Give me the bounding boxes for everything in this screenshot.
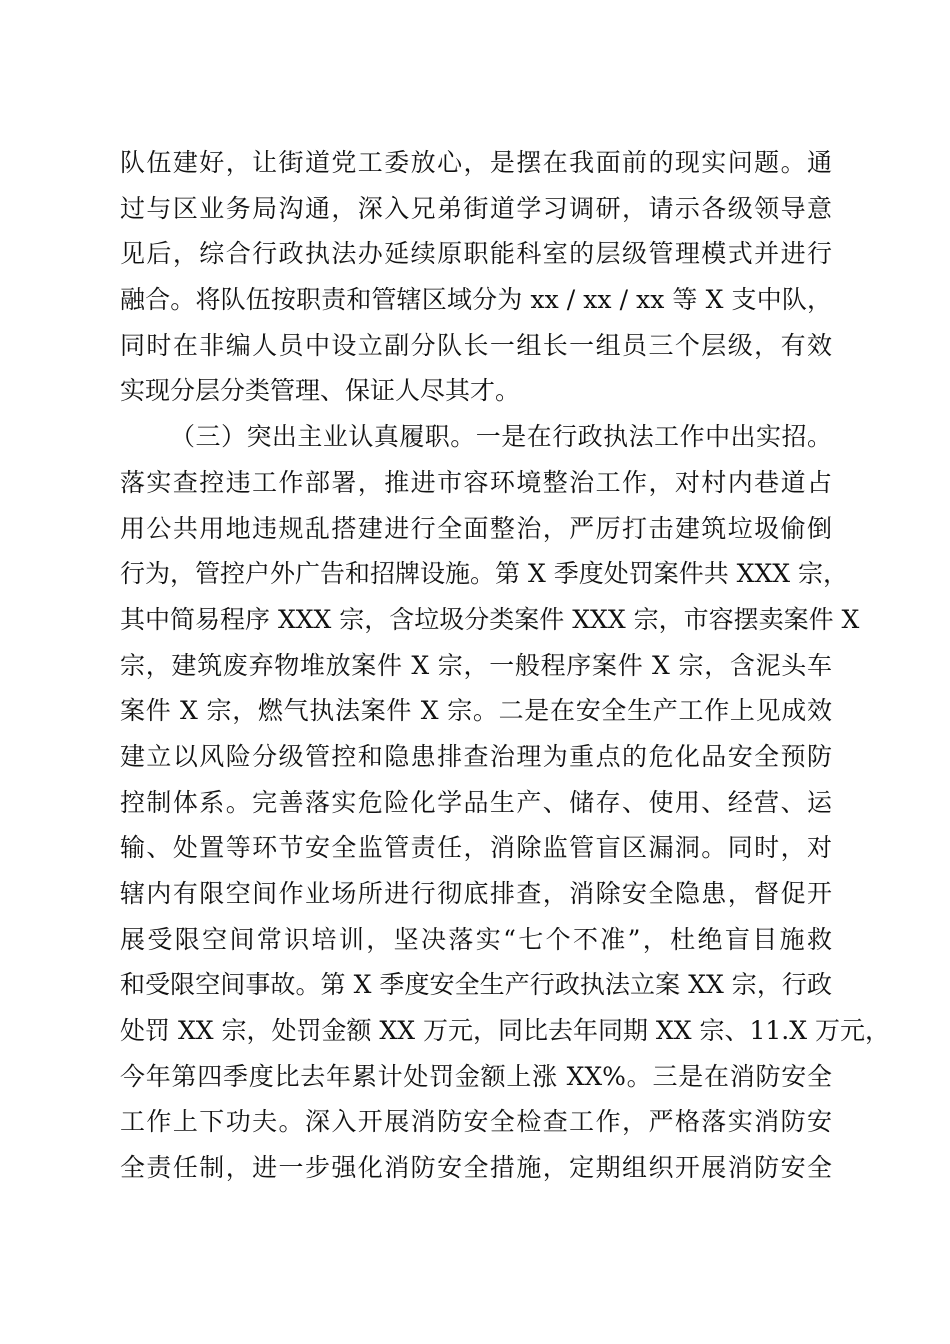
text-line: 实现分层分类管理、保证人尽其才。 <box>120 376 521 406</box>
text-line: 过与区业务局沟通，深入兄弟街道学习调研，请示各级领导意 <box>120 193 832 223</box>
text-line: 处罚 XX 宗，处罚金额 XX 万元，同比去年同期 XX 宗、11.X 万元， <box>120 1016 890 1046</box>
text-line: 融合。将队伍按职责和管辖区域分为 xx / xx / xx 等 X 支中队， <box>120 285 832 315</box>
text-line: 行为，管控户外广告和招牌设施。第 X 季度处罚案件共 XXX 宗， <box>120 559 848 589</box>
text-line: 其中简易程序 XXX 宗，含垃圾分类案件 XXX 宗，市容摆卖案件 X <box>120 604 860 634</box>
text-line: 展受限空间常识培训，坚决落实“七个不准”，杜绝盲目施救 <box>120 924 832 954</box>
text-line: 辖内有限空间作业场所进行彻底排查，消除安全隐患，督促开 <box>120 879 832 908</box>
text-line: 工作上下功夫。深入开展消防安全检查工作，严格落实消防安 <box>120 1107 832 1137</box>
text-line: 今年第四季度比去年累计处罚金额上涨 XX%。三是在消防安全 <box>120 1061 832 1091</box>
text-line: 案件 X 宗，燃气执法案件 X 宗。二是在安全生产工作上见成效 <box>120 696 832 726</box>
text-line: 全责任制，进一步强化消防安全措施，定期组织开展消防安全 <box>120 1153 832 1183</box>
text-line: 落实查控违工作部署，推进市容环境整治工作，对村内巷道占 <box>120 467 832 497</box>
text-line: 和受限空间事故。第 X 季度安全生产行政执法立案 XX 宗，行政 <box>120 970 832 1000</box>
text-line: 用公共用地违规乱搭建进行全面整治，严厉打击建筑垃圾偷倒 <box>120 513 832 543</box>
section-heading-line: （三）突出主业认真履职。一是在行政执法工作中出实招。 <box>170 422 832 452</box>
text-line: 同时在非编人员中设立副分队长一组长一组员三个层级，有效 <box>120 330 832 360</box>
text-line: 队伍建好，让街道党工委放心，是摆在我面前的现实问题。通 <box>120 148 832 177</box>
text-line: 建立以风险分级管控和隐患排查治理为重点的危化品安全预防 <box>120 741 832 771</box>
body-text <box>120 140 890 1191</box>
text-line: 宗，建筑废弃物堆放案件 X 宗，一般程序案件 X 宗，含泥头车 <box>120 650 832 680</box>
text-line: 输、处置等环节安全监管责任，消除监管盲区漏洞。同时，对 <box>120 833 832 863</box>
text-line: 控制体系。完善落实危险化学品生产、储存、使用、经营、运 <box>120 787 832 817</box>
text-line: 见后，综合行政执法办延续原职能科室的层级管理模式并进行 <box>120 239 832 269</box>
